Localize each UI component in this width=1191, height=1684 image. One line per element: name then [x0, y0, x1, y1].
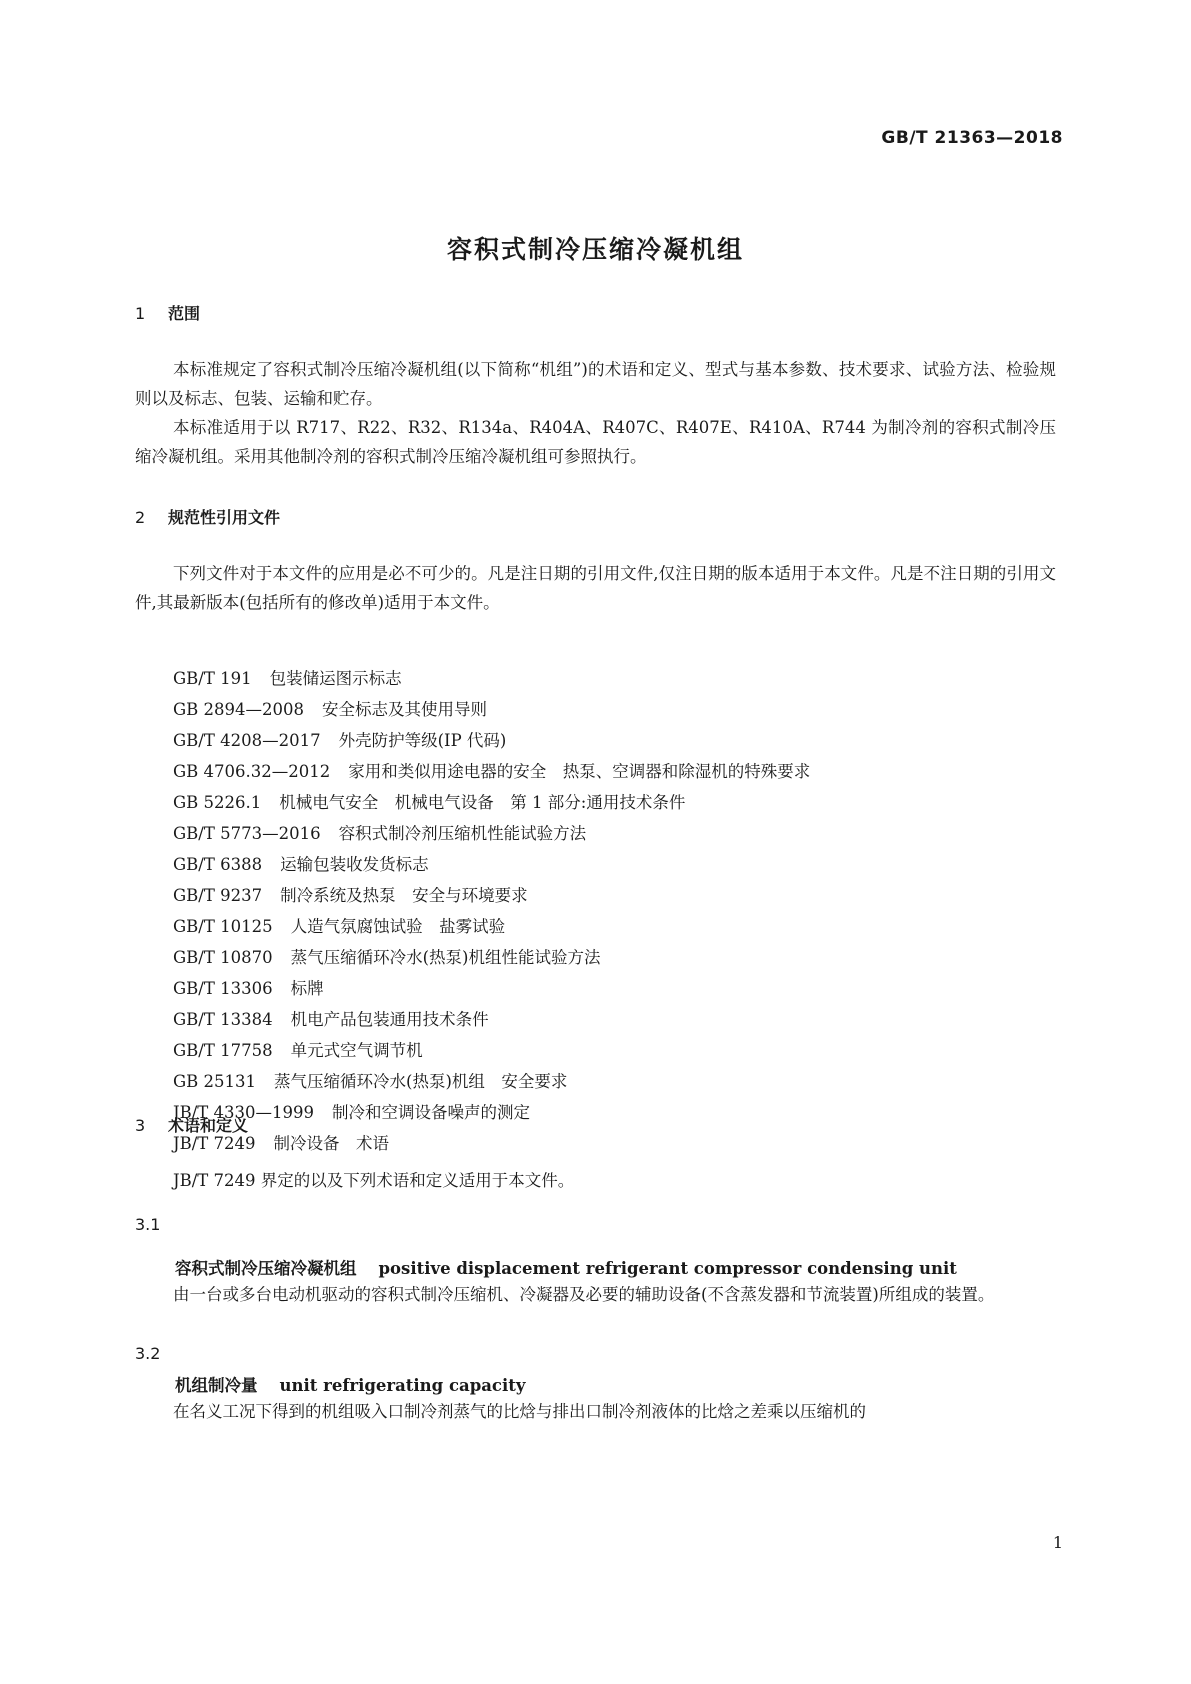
- reference-code: GB/T 9237: [173, 886, 263, 905]
- term-number: 3.2: [135, 1344, 161, 1363]
- section-title: 规范性引用文件: [168, 508, 281, 527]
- section-title: 范围: [168, 304, 201, 323]
- section-number: 3: [135, 1116, 146, 1135]
- reference-code: GB 4706.32—2012: [173, 762, 331, 781]
- reference-title: 蒸气压缩循环冷水(热泵)机组性能试验方法: [290, 948, 601, 967]
- scope-paragraph-1: 本标准规定了容积式制冷压缩冷凝机组(以下简称“机组”)的术语和定义、型式与基本参数、技术要求、试验方法、检验规则以及标志、包装、运输和贮存。: [135, 360, 1056, 408]
- section-number: 1: [135, 304, 146, 323]
- term-heading: [175, 1255, 957, 1279]
- section-2-heading: [135, 505, 280, 528]
- reference-item: [173, 973, 810, 1004]
- reference-title: 运输包装收发货标志: [280, 855, 429, 874]
- reference-title: 容积式制冷剂压缩机性能试验方法: [338, 824, 587, 843]
- term-number: 3.1: [135, 1215, 161, 1234]
- reference-code: GB/T 191: [173, 669, 252, 688]
- reference-title: 单元式空气调节机: [290, 1041, 423, 1060]
- reference-code: JB/T 7249: [173, 1134, 256, 1153]
- reference-code: GB 2894—2008: [173, 700, 305, 719]
- reference-title: 外壳防护等级(IP 代码): [338, 731, 507, 750]
- reference-title: 家用和类似用途电器的安全 热泵、空调器和除湿机的特殊要求: [348, 762, 811, 781]
- term-definition: 在名义工况下得到的机组吸入口制冷剂蒸气的比焓与排出口制冷剂液体的比焓之差乘以压缩机的: [173, 1402, 866, 1421]
- section-3-heading: [135, 1113, 248, 1136]
- document-title: 容积式制冷压缩冷凝机组: [446, 235, 744, 264]
- references-intro: 下列文件对于本文件的应用是必不可少的。凡是注日期的引用文件,仅注日期的版本适用于本文件。凡是不注日期的引用文件,其最新版本(包括所有的修改单)适用于本文件。: [135, 564, 1056, 612]
- term-english: positive displacement refrigerant compressor condensing unit: [378, 1259, 957, 1278]
- reference-title: 制冷和空调设备噪声的测定: [332, 1103, 531, 1122]
- reference-item: [173, 942, 810, 973]
- term-english: unit refrigerating capacity: [279, 1376, 526, 1395]
- reference-title: 机电产品包装通用技术条件: [290, 1010, 489, 1029]
- reference-title: 安全标志及其使用导则: [322, 700, 488, 719]
- reference-code: GB 5226.1: [173, 793, 262, 812]
- term-chinese: 机组制冷量: [175, 1376, 258, 1395]
- reference-item: [173, 1128, 810, 1159]
- reference-code: GB/T 6388: [173, 855, 263, 874]
- reference-item: [173, 1035, 810, 1066]
- page-number: 1: [1052, 1533, 1063, 1552]
- reference-title: 机械电气安全 机械电气设备 第 1 部分:通用技术条件: [279, 793, 686, 812]
- reference-item: [173, 818, 810, 849]
- term-chinese: 容积式制冷压缩冷凝机组: [175, 1259, 357, 1278]
- reference-code: GB/T 5773—2016: [173, 824, 321, 843]
- reference-item: [173, 1066, 810, 1097]
- reference-code: GB 25131: [173, 1072, 257, 1091]
- section-1-heading: [135, 301, 200, 324]
- standard-code: GB/T 21363—2018: [881, 128, 1063, 148]
- normative-reference-list: [173, 663, 810, 1159]
- reference-code: GB/T 10125: [173, 917, 273, 936]
- reference-item: [173, 880, 810, 911]
- reference-title: 标牌: [290, 979, 324, 998]
- reference-item: [173, 725, 810, 756]
- reference-code: GB/T 13384: [173, 1010, 273, 1029]
- reference-title: 制冷设备 术语: [273, 1134, 390, 1153]
- reference-item: [173, 756, 810, 787]
- reference-code: GB/T 4208—2017: [173, 731, 321, 750]
- reference-code: JB/T 4330—1999: [173, 1103, 315, 1122]
- reference-item: [173, 1004, 810, 1035]
- term-heading: [175, 1372, 525, 1396]
- reference-title: 包装储运图示标志: [269, 669, 402, 688]
- reference-item: [173, 663, 810, 694]
- section-title: 术语和定义: [168, 1116, 249, 1135]
- reference-title: 制冷系统及热泵 安全与环境要求: [280, 886, 528, 905]
- reference-code: GB/T 10870: [173, 948, 273, 967]
- terms-intro: JB/T 7249 界定的以及下列术语和定义适用于本文件。: [173, 1171, 575, 1190]
- section-number: 2: [135, 508, 146, 527]
- reference-title: 人造气氛腐蚀试验 盐雾试验: [290, 917, 506, 936]
- reference-title: 蒸气压缩循环冷水(热泵)机组 安全要求: [274, 1072, 568, 1091]
- reference-code: GB/T 17758: [173, 1041, 273, 1060]
- reference-item: [173, 911, 810, 942]
- reference-item: [173, 849, 810, 880]
- reference-item: [173, 694, 810, 725]
- reference-item: [173, 1097, 810, 1128]
- reference-code: GB/T 13306: [173, 979, 273, 998]
- term-definition: 由一台或多台电动机驱动的容积式制冷压缩机、冷凝器及必要的辅助设备(不含蒸发器和节流装置)所组成的装置。: [173, 1285, 995, 1304]
- reference-item: [173, 787, 810, 818]
- scope-paragraph-2: 本标准适用于以 R717、R22、R32、R134a、R404A、R407C、R407E、R410A、R744 为制冷剂的容积式制冷压缩冷凝机组。采用其他制冷剂的容积式制冷压缩冷凝机组可参照执行。: [135, 418, 1056, 466]
